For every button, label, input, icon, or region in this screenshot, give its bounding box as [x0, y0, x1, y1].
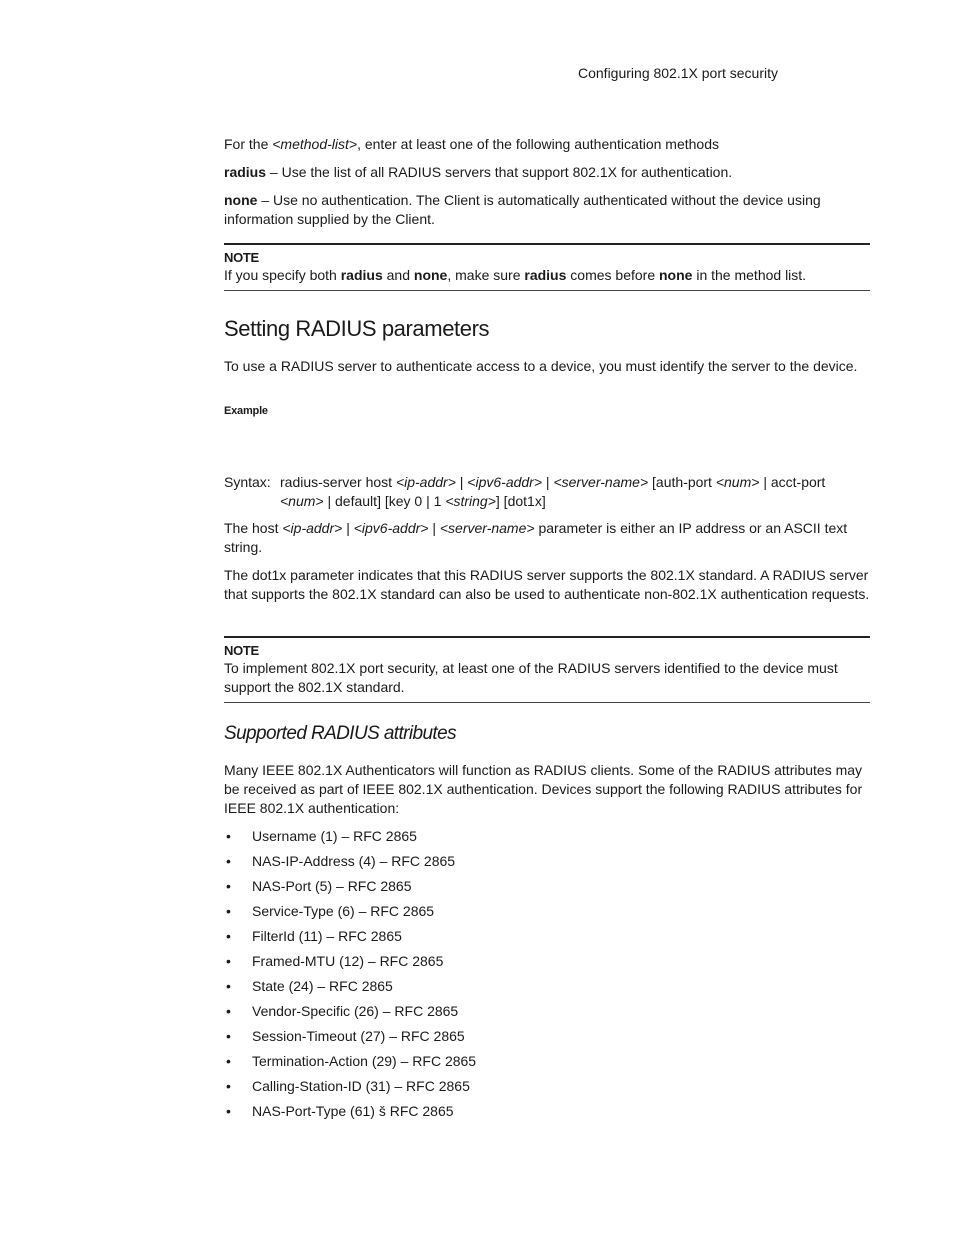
none-option-paragraph [224, 191, 870, 229]
subsection-title: Supported RADIUS attributes [224, 723, 456, 744]
variable: <num> [280, 493, 324, 509]
text: and [382, 267, 414, 283]
attribute-text: Vendor-Specific (26) – RFC 2865 [252, 1003, 459, 1019]
attribute-text: Service-Type (6) – RFC 2865 [252, 903, 435, 919]
text: [ [648, 474, 656, 490]
syntax-body [280, 473, 870, 511]
text: ] [ [495, 493, 508, 509]
note-text: To implement 802.1X port security, at least one of the RADIUS servers identified to the device must support the 802.1X standard. [224, 660, 838, 695]
text: | [455, 474, 468, 490]
attribute-text: FilterId (11) – RFC 2865 [252, 928, 402, 944]
host-param-paragraph [224, 519, 870, 557]
attribute-text: Username (1) – RFC 2865 [252, 828, 417, 844]
command: radius-server host [280, 474, 393, 490]
bullet-icon: • [226, 828, 231, 844]
none-desc: – Use no authentication. The Client is automatically authenticated without the device using information supplied by the Client. [224, 192, 821, 227]
bullet-icon: • [226, 878, 231, 894]
method-list-term: <method-list> [272, 136, 358, 152]
note-label: NOTE [224, 643, 259, 658]
keyword: radius [524, 267, 567, 283]
bullet-icon: • [226, 1003, 231, 1019]
text: | [342, 520, 354, 536]
variable: <ip-addr> [282, 520, 343, 536]
text: The [224, 520, 253, 536]
variable: <server-name> [439, 520, 535, 536]
radius-desc: – Use the list of all RADIUS servers that support 802.1X for authentication. [266, 164, 733, 180]
list-item [224, 952, 870, 977]
variable: <string> [445, 493, 496, 509]
variable: <ip-addr> [395, 474, 456, 490]
note-label: NOTE [224, 250, 259, 265]
text: parameter is either an IP address or an ASCII text string. [224, 520, 848, 555]
bullet-icon: • [226, 853, 231, 869]
attribute-text: State (24) – RFC 2865 [252, 978, 393, 994]
attribute-text: Termination-Action (29) – RFC 2865 [252, 1053, 477, 1069]
list-item [224, 1002, 870, 1027]
keyword: none [659, 267, 693, 283]
bullet-icon: • [226, 1103, 231, 1119]
text: ] [541, 493, 546, 509]
keyword: dot1x [252, 567, 287, 583]
text: The [224, 567, 253, 583]
keyword: 1 [433, 493, 442, 509]
keyword: radius [340, 267, 383, 283]
text: | [759, 474, 771, 490]
text: parameter indicates that this RADIUS server supports the 802.1X standard. A RADIUS server that supports the 802.1X standard can also be used to authenticate non-802.1X authentication requests. [224, 567, 870, 602]
bullet-icon: • [226, 1078, 231, 1094]
bullet-icon: • [226, 953, 231, 969]
keyword: auth-port [655, 474, 712, 490]
text: | [428, 520, 440, 536]
attribute-text: NAS-Port-Type (61) š RFC 2865 [252, 1103, 454, 1119]
keyword: none [413, 267, 448, 283]
note-text [224, 266, 870, 290]
running-head: Configuring 802.1X port security [578, 65, 778, 81]
attribute-text: NAS-IP-Address (4) – RFC 2865 [252, 853, 456, 869]
list-item [224, 1027, 870, 1052]
bullet-icon: • [226, 1053, 231, 1069]
text: , make sure [447, 267, 525, 283]
text: | [323, 493, 336, 509]
variable: <ipv6-addr> [353, 520, 429, 536]
bullet-icon: • [226, 903, 231, 919]
text: comes before [566, 267, 659, 283]
list-item [224, 877, 870, 902]
method-list-paragraph [224, 135, 870, 154]
subsection-intro: Many IEEE 802.1X Authenticators will function as RADIUS clients. Some of the RADIUS attributes may be received as part of IEEE 802.1X authentication. Devices support the following RADIUS attributes for IEEE 802.1X authentication: [224, 762, 863, 816]
keyword: default [335, 493, 378, 509]
keyword: key 0 [388, 493, 423, 509]
keyword: dot1x [507, 493, 542, 509]
text: , enter at least one of the following authentication methods [357, 136, 719, 152]
syntax-block [224, 473, 870, 511]
list-item [224, 1102, 870, 1127]
note-box-2 [224, 636, 870, 703]
bullet-icon: • [226, 978, 231, 994]
text: ] [ [377, 493, 389, 509]
variable: <server-name> [553, 474, 649, 490]
list-item [224, 852, 870, 877]
example-label: Example [224, 405, 268, 417]
bullet-icon: • [226, 1028, 231, 1044]
list-item [224, 902, 870, 927]
list-item [224, 927, 870, 952]
attribute-text: Calling-Station-ID (31) – RFC 2865 [252, 1078, 470, 1094]
variable: <ipv6-addr> [467, 474, 543, 490]
list-item [224, 1077, 870, 1102]
section-title: Setting RADIUS parameters [224, 316, 490, 341]
radius-term: radius [224, 164, 267, 180]
bullet-icon: • [226, 928, 231, 944]
radius-attributes-list [224, 827, 870, 1127]
keyword: host [252, 520, 279, 536]
text: For the [224, 136, 273, 152]
attribute-text: Session-Timeout (27) – RFC 2865 [252, 1028, 465, 1044]
syntax-label: Syntax: [224, 474, 271, 490]
dot1x-param-paragraph [224, 566, 870, 604]
text: in the method list. [692, 267, 807, 283]
text: If you specify both [224, 267, 341, 283]
text: | [542, 474, 554, 490]
none-term: none [224, 192, 258, 208]
radius-option-paragraph [224, 163, 870, 182]
attribute-text: Framed-MTU (12) – RFC 2865 [252, 953, 444, 969]
note-box-1 [224, 243, 870, 291]
list-item [224, 1052, 870, 1077]
list-item [224, 827, 870, 852]
section-intro: To use a RADIUS server to authenticate access to a device, you must identify the server to the device. [224, 358, 858, 374]
list-item [224, 977, 870, 1002]
keyword: acct-port [770, 474, 826, 490]
variable: <num> [715, 474, 760, 490]
attribute-text: NAS-Port (5) – RFC 2865 [252, 878, 412, 894]
text: | [422, 493, 434, 509]
